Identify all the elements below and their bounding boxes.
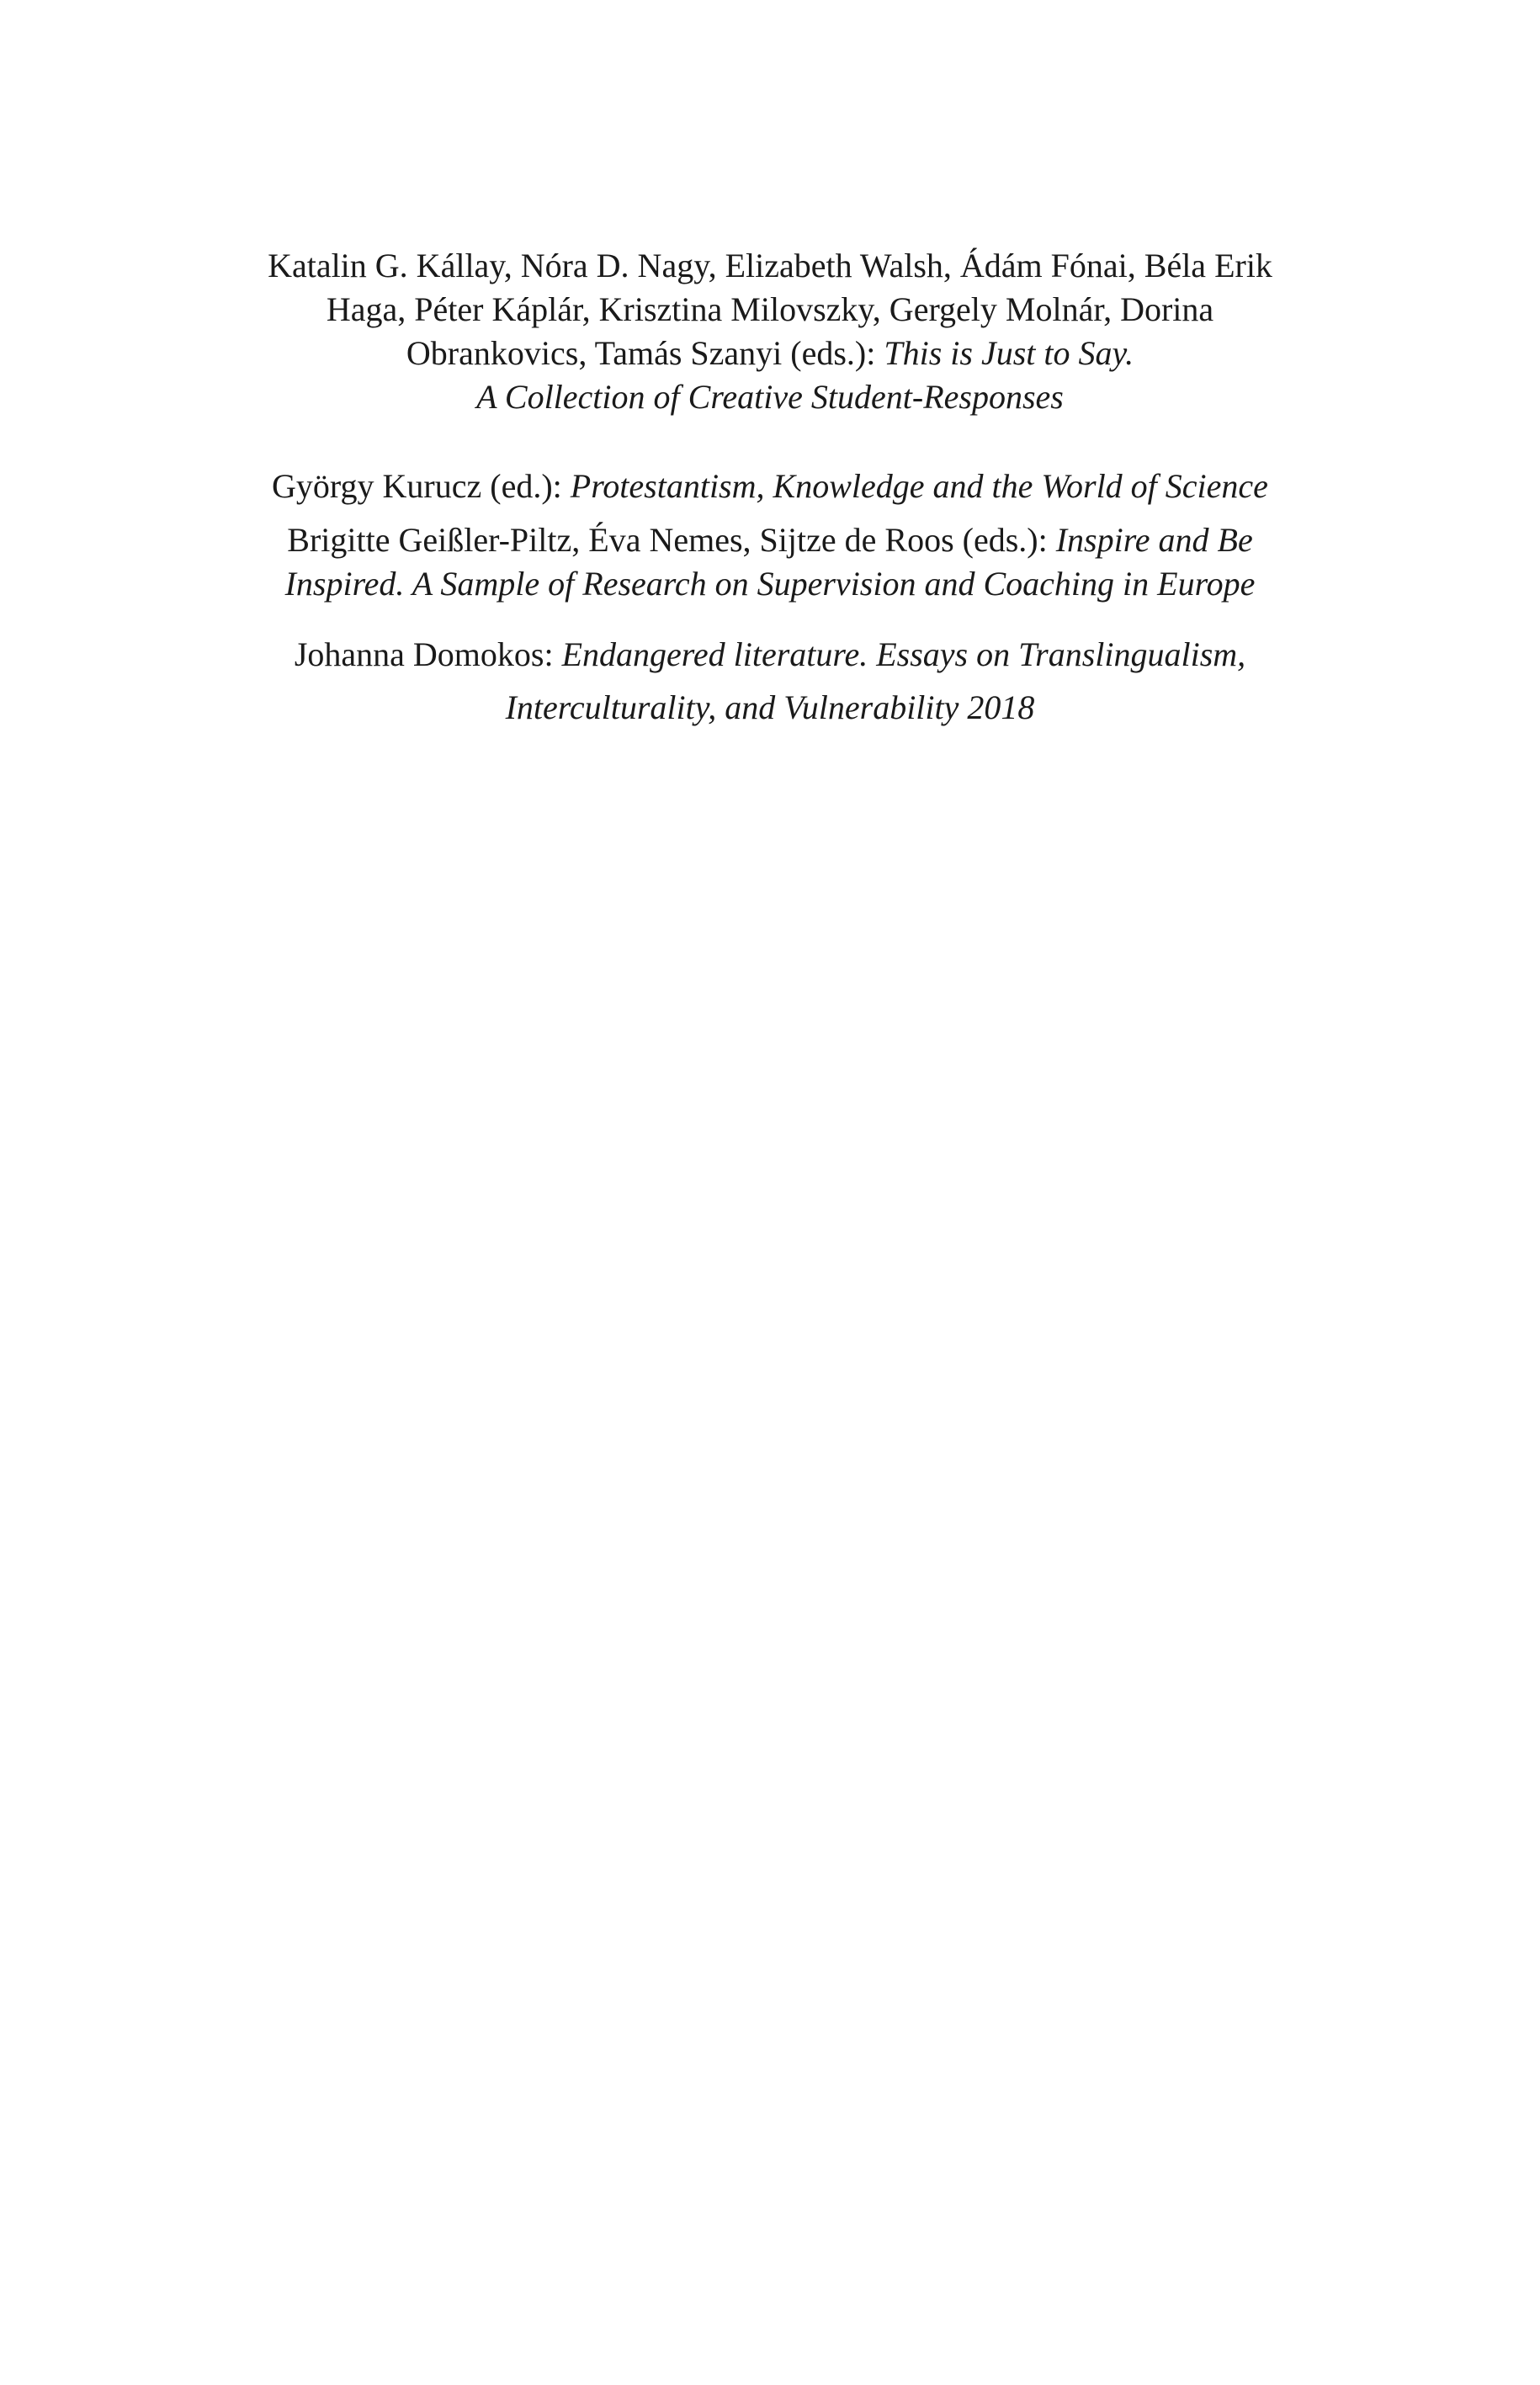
entry-authors-text: Katalin G. Kállay, Nóra D. Nagy, Elizabeth Walsh, Ádám Fónai, Béla Erik bbox=[268, 247, 1272, 284]
entry-line bbox=[0, 375, 1540, 419]
entry-line bbox=[0, 686, 1540, 730]
entry-line bbox=[0, 288, 1540, 332]
entry-title-text: Endangered literature. Essays on Translingualism, bbox=[561, 635, 1246, 673]
entry-line bbox=[0, 244, 1540, 288]
entry-title-text: This is Just to Say. bbox=[884, 334, 1134, 372]
entry-line bbox=[0, 633, 1540, 677]
entry-line bbox=[0, 332, 1540, 375]
entry-line bbox=[0, 465, 1540, 508]
entry-authors-text: Obrankovics, Tamás Szanyi (eds.): bbox=[406, 334, 884, 372]
entry-authors-text: Haga, Péter Káplár, Krisztina Milovszky, Gergely Molnár, Dorina bbox=[326, 290, 1214, 328]
entry-authors-text: Johanna Domokos: bbox=[294, 635, 562, 673]
entry-authors-text: Brigitte Geißler-Piltz, Éva Nemes, Sijtze de Roos (eds.): bbox=[287, 521, 1056, 559]
entry-title-text: Interculturality, and Vulnerability 2018 bbox=[505, 688, 1035, 726]
entry-title-text: Inspire and Be bbox=[1055, 521, 1253, 559]
entry-title-text: A Collection of Creative Student-Responses bbox=[476, 378, 1064, 416]
entry-line bbox=[0, 562, 1540, 606]
entry-title-text: Inspired. A Sample of Research on Supervision and Coaching in Europe bbox=[284, 565, 1256, 603]
entry-title-text: Protestantism, Knowledge and the World of Science bbox=[570, 467, 1268, 505]
entry-line bbox=[0, 518, 1540, 562]
entry-authors-text: György Kurucz (ed.): bbox=[272, 467, 571, 505]
